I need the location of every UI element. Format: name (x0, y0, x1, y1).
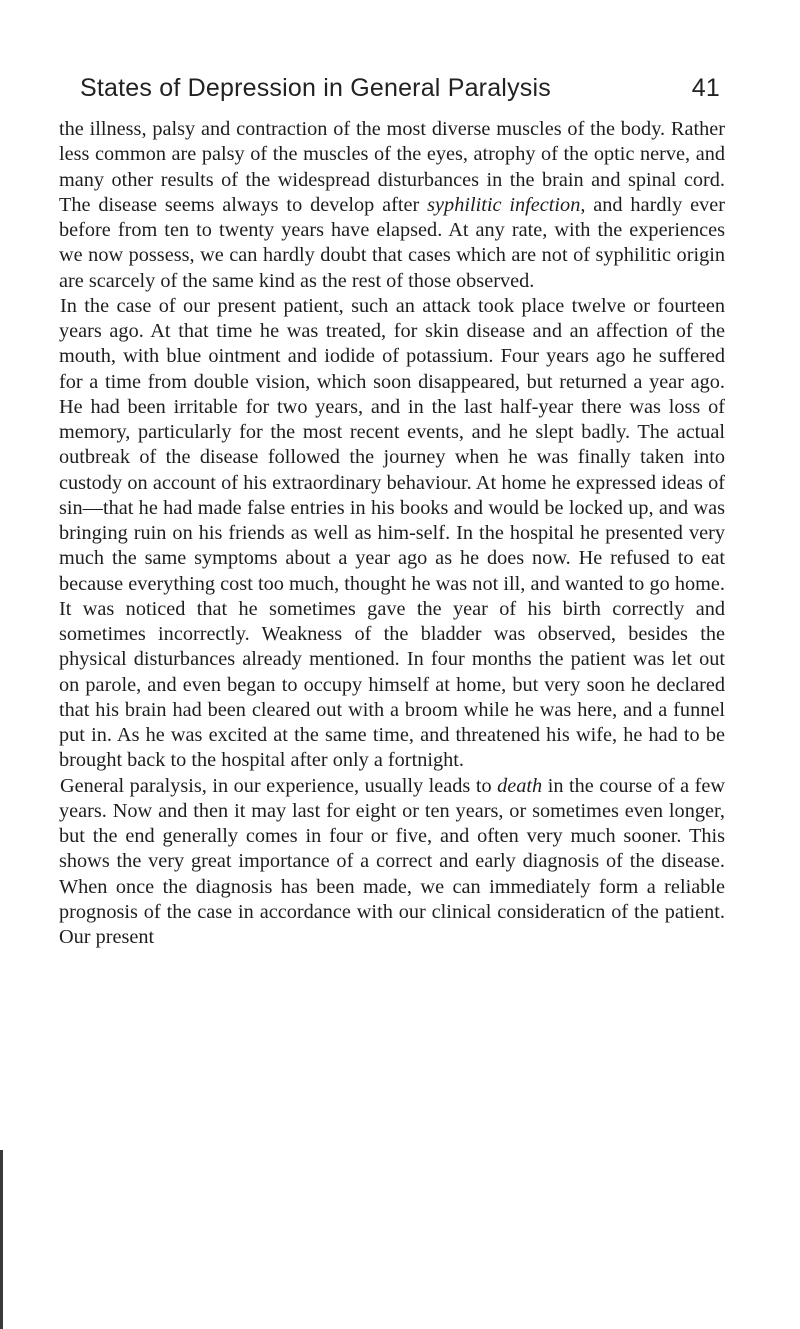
page-number: 41 (691, 74, 720, 102)
running-head-title: States of Depression in General Paralysis (80, 74, 551, 102)
text-run: In the case of our present patient, such an attack took place twelve or fourteen years ago. At that time he was treated, for skin disease and an affection of the mouth, with blue ointment and iodide of potassium. Four years ago he suffered for a time from double vision, which soon disappeared, but returned a year ago. He had been irritable for two years, and in the last half-year there was loss of memory, particularly for the most recent events, and he slept badly. The actual outbreak of the disease followed the journey when he was finally taken into custody on account of his extraordinary behaviour. At home he expressed ideas of sin—that he had made false entries in his books and would be locked up, and was bringing ruin on his friends as well as him-self. In the hospital he presented very much the same symptoms about a year ago as he does now. He refused to eat because everything cost too much, thought he was not ill, and wanted to go home. It was noticed that he sometimes gave the year of his birth correctly and sometimes incorrectly. Weakness of the bladder was observed, besides the physical disturbances already mentioned. In four months the patient was let out on parole, and even began to occupy himself at home, but very soon he declared that his brain had been cleared out with a broom while he was here, and a funnel put in. As he was excited at the same time, and threatened his wife, he had to be brought back to the hospital after only a fortnight. (59, 294, 725, 772)
text-run: General paralysis, in our experience, usually leads to (60, 774, 498, 797)
paragraph-3 (59, 774, 725, 951)
italic-phrase: syphilitic infection (427, 193, 581, 216)
body-text (59, 117, 725, 950)
paragraph-2 (59, 294, 725, 774)
italic-phrase: death (497, 774, 543, 797)
paragraph-1 (59, 117, 725, 294)
running-head (80, 74, 720, 103)
page-edge-shadow (0, 1150, 3, 1329)
text-run: , and hardly ever before from ten to twenty years have elapsed. At any rate, with the experiences we now possess, we can hardly doubt that cases which are not of syphilitic origin are scarcely of the same kind as the rest of those observed. (59, 193, 725, 292)
text-run: in the course of a few years. Now and then it may last for eight or ten years, or sometimes even longer, but the end generally comes in four or five, and often very much sooner. This shows the very great importance of a correct and early diagnosis of the disease. When once the diagnosis has been made, we can immediately form a reliable prognosis of the case in accordance with our clinical consideraticn of the patient. Our present (59, 774, 725, 948)
text-run: the illness, palsy and contraction of the most diverse muscles of the body. Rather less common are palsy of the muscles of the eyes, atrophy of the optic nerve, and many other results of the widespread disturbances in the brain and spinal cord. The disease seems always to develop after (59, 118, 725, 216)
